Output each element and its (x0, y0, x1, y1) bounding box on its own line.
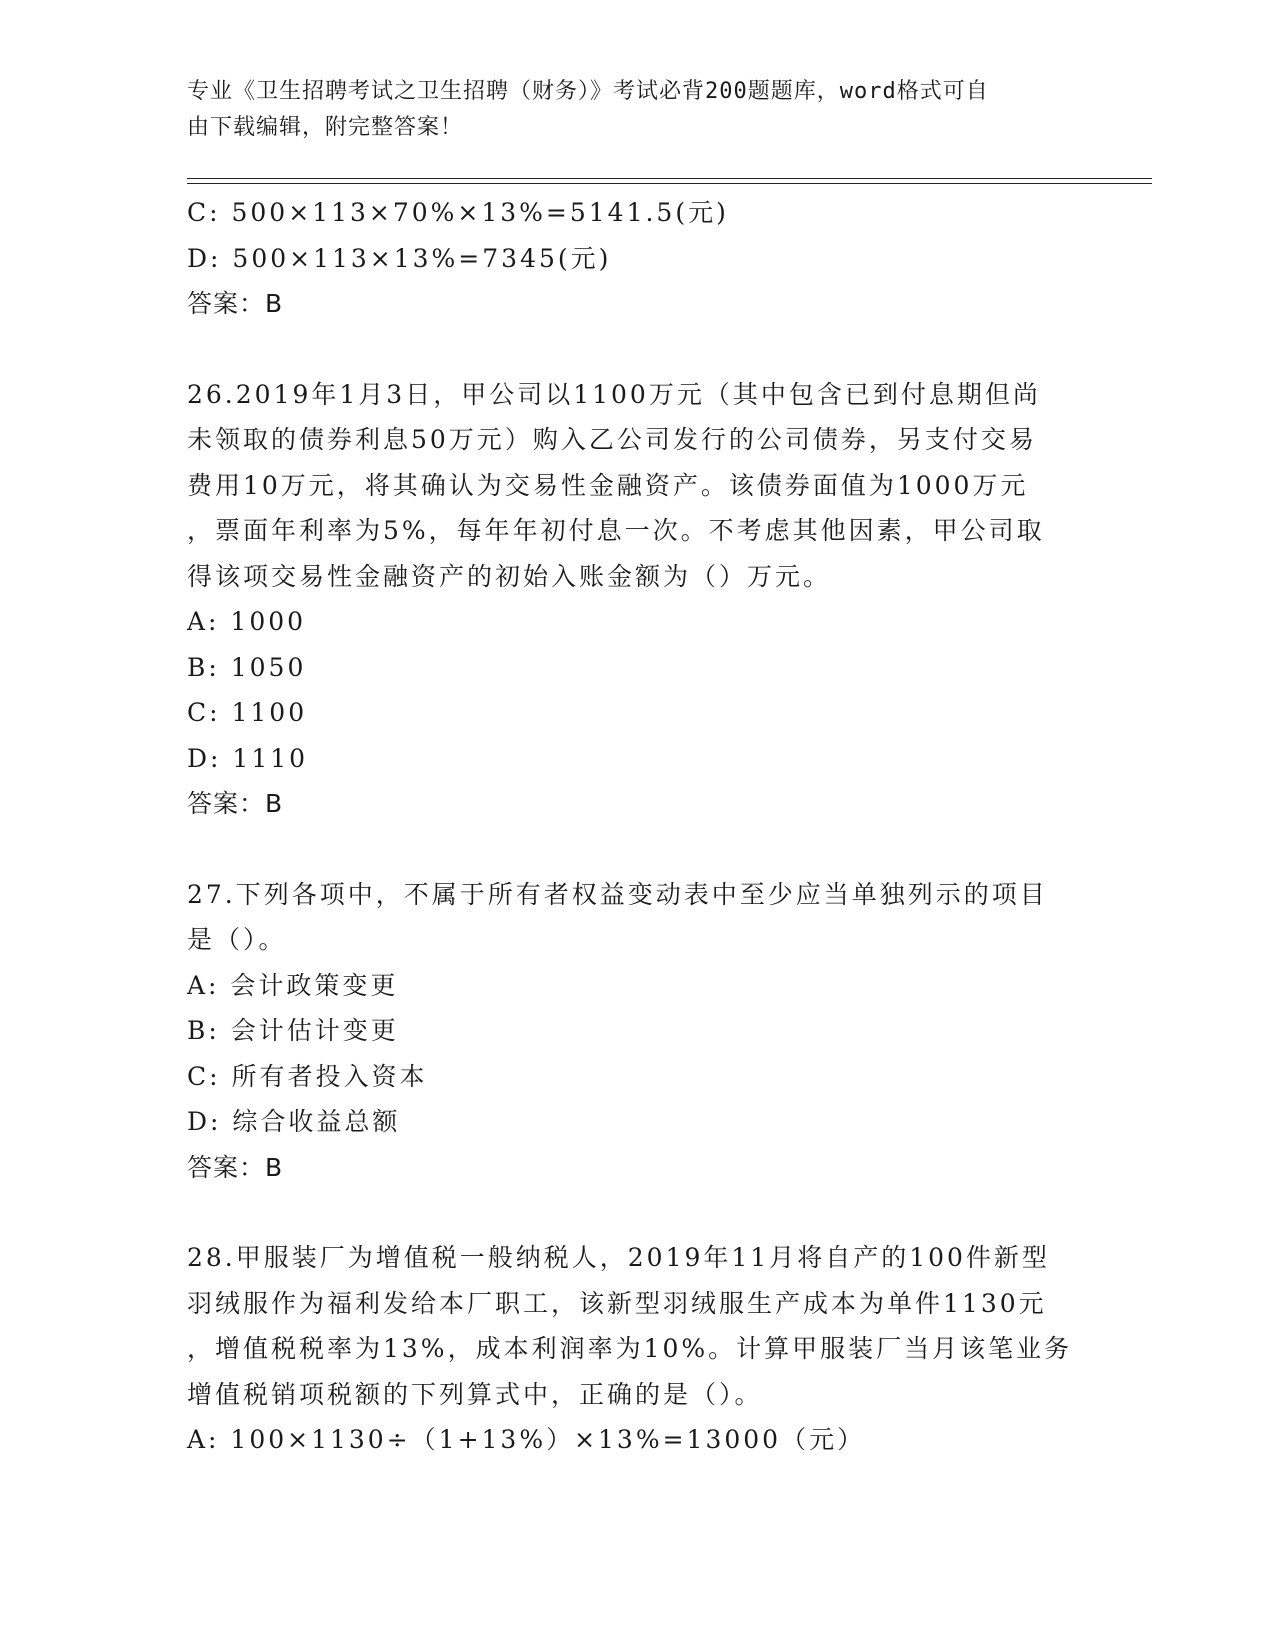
option-c: C: 所有者投入资本 (187, 1061, 428, 1091)
spacer (187, 327, 1087, 372)
option-b: B: 会计估计变更 (187, 1016, 399, 1045)
option-a: A: 1000 (187, 607, 307, 636)
question-text-line: 费用10万元，将其确认为交易性金融资产。该债券面值为1000万元 (187, 470, 1029, 500)
question-text-line: 28.甲服装厂为增值税一般纳税人，2019年11月将自产的100件新型 (187, 1243, 1050, 1272)
question-text-line: 羽绒服作为福利发给本厂职工，该新型羽绒服生产成本为单件1130元 (187, 1288, 1047, 1318)
question-27 (187, 872, 1087, 1191)
question-text-line: ，增值税税率为13%，成本利润率为10%。计算甲服装厂当月该笔业务 (187, 1334, 1073, 1363)
question-text-line: 是（）。 (187, 925, 287, 954)
answer-label: 答案：B (187, 289, 284, 318)
header-divider-top (187, 178, 1152, 179)
header-divider-bottom (187, 183, 1152, 184)
document-header (187, 74, 1067, 146)
question-26 (187, 372, 1087, 827)
option-c: C: 1100 (187, 698, 308, 727)
question-28 (187, 1235, 1087, 1463)
option-c: C: 500×113×70%×13%=5141.5(元) (187, 198, 729, 227)
answer-label: 答案：B (187, 1152, 284, 1182)
header-line-2: 由下载编辑，附完整答案！ (187, 115, 464, 140)
answer-label: 答案：B (187, 789, 284, 818)
question-text-line: 得该项交易性金融资产的初始入账金额为（）万元。 (187, 561, 832, 591)
option-b: B: 1050 (187, 652, 307, 682)
option-a: A: 会计政策变更 (187, 970, 399, 1000)
document-body (187, 190, 1087, 1463)
question-text-line: 26.2019年1月3日，甲公司以1100万元（其中包含已到付息期但尚 (187, 379, 1041, 409)
spacer (187, 1190, 1087, 1235)
option-a: A: 100×1130÷（1+13%）×13%=13000（元） (187, 1425, 866, 1454)
question-text-line: 27.下列各项中，不属于所有者权益变动表中至少应当单独列示的项目 (187, 879, 1048, 909)
option-d: D: 综合收益总额 (187, 1107, 401, 1136)
question-text-line: ，票面年利率为5%，每年年初付息一次。不考虑其他因素，甲公司取 (187, 516, 1045, 545)
question-text-line: 增值税销项税额的下列算式中，正确的是（）。 (187, 1379, 763, 1409)
option-d: D: 1110 (187, 743, 309, 773)
question-25-remainder (187, 190, 1087, 327)
spacer (187, 827, 1087, 872)
question-text-line: 未领取的债券利息50万元）购入乙公司发行的公司债券，另支付交易 (187, 425, 1037, 454)
header-line-1: 专业《卫生招聘考试之卫生招聘（财务）》考试必背200题题库，word格式可自 (187, 79, 989, 104)
option-d: D: 500×113×13%=7345(元) (187, 243, 612, 273)
